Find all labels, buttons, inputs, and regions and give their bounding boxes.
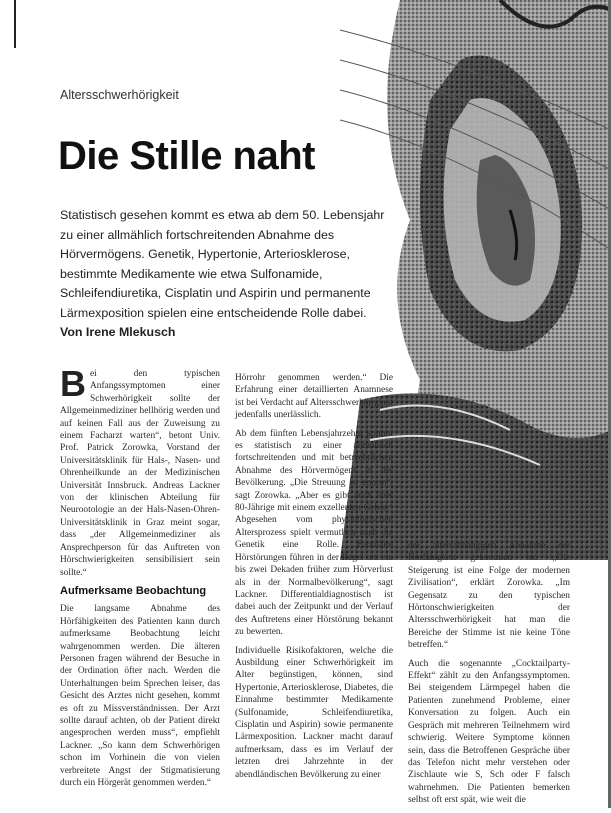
column-2 xyxy=(235,372,393,787)
paragraph: Die langsame Abnahme des Hörfähigkeiten des Patienten kann durch aufmerksame Beobachtung leicht wahrgenommen werden. Die älteren Personen fragen während der Besuche in der Ordination öfter nach. Werden die Unterhaltungen beim Sprechen leiser, das Gesicht des Arztes nicht gesehen, kommt es oft zu Missverständnissen. Der Arzt sollte darauf achten, ob der Patient direkt angesprochen werden muss“, empfiehlt Lackner. „So kann dem Schwerhörigen schon im Vorhinein die von vielen verbreitete Angst der Stigmatisierung durch ein Hörgerät genommen werden.“ xyxy=(60,604,220,788)
top-rule xyxy=(14,0,40,48)
drop-cap: B xyxy=(60,363,86,404)
paragraph-text: ei den typischen Anfangssymptomen einer Schwerhörigkeit sollte der Allgemeinmediziner hellhörig werden und auf keinen Fall aus der Zuweisung zu einem Facharzt warten“, betont Univ. Prof. Patrick Zorowka, Vorstand der Universitätsklinik für Hals-, Nasen- und Ohrenheilkunde an der Medizinischen Universität Innsbruck. Andreas Lackner von der klinischen Abteilung für Neurootologie an der Hals-Nasen-Ohren-Universitätsklinik in Graz meint sogar, dass „der Allgemeinmediziner als Ansprechperson für das Auftreten von Hörschwierigkeiten sensibilisiert sein sollte.“ xyxy=(60,369,220,578)
paragraph: der altersabhängigen Abnahme der Hörfähigkeit gekommen ist. „Die Steigerung ist eine Folge der modernen Zivilisation“, erklärt Zorowka. „Im Gegensatz zu den typischen Hörtonschwierigkeiten der Altersschwerhörigkeit hat man die Bereiche der Stimme ist nie keine Töne betreffen.“ xyxy=(408,541,570,651)
paragraph xyxy=(60,363,220,579)
article-headline: Die Stille naht xyxy=(58,134,315,178)
byline: Von Irene Mlekusch xyxy=(60,325,176,339)
paragraph: Auch die sogenannte „Cocktailparty-Effekt“ zählt zu den Anfangssymptomen. Bei steigendem Lärmpegel haben die Patienten zunehmend Probleme, einer Konversation zu folgen. Auch ein Gespräch mit mehreren Teilnehmern wird schwierig. Weitere Symptome können sein, dass die Betroffenen Gespräche über das Telefon nicht mehr verstehen oder Zischlaute wie S, Sch oder F falsch wahrnehmen. Die Patienten bemerken selbst oft erst spät, wie weit die xyxy=(408,658,570,806)
section-subhead: Aufmerksame Beobachtung xyxy=(60,584,207,597)
paragraph: Individuelle Risikofaktoren, welche die Ausbildung einer Schwerhörigkeit im Alter begünstigen, können, sind Hypertonie, Arteriosklerose, Diabetes, die Einnahme bestimmter Medikamente (Sulfonamide, Schleifendiuretika, Cisplatin und Aspirin) sowie permanente Lärmexposition. Lackner macht darauf aufmerksam, dass es im Verlauf der letzten drei Jahrzehnte in der abendländischen Bevölkerung zu einer xyxy=(235,645,393,780)
article-kicker: Altersschwerhörigkeit xyxy=(60,88,179,102)
paragraph: Hörrohr genommen werden.“ Die Erfahrung einer detaillierten Anamnese ist bei Verdacht auf Altersschwerhörigkeit jedenfalls unerlässlich. xyxy=(235,373,393,421)
lead-text: Statistisch gesehen kommt es etwa ab dem 50. Lebensjahr zu einer allmählich fortschreitenden Abnahme des Hörvermögens. Genetik, Hypertonie, Arteriosklerose, bestimmte Medikamente wie etwa Sulfonamide, Schleifendiuretika, Cisplatin und Aspirin und permanente Lärmexposition spielen eine entscheidende Rolle dabei. xyxy=(60,208,385,320)
column-3 xyxy=(408,540,570,813)
paragraph: Ab dem fünften Lebensjahrzehnt kommt es statistisch zu einer allmählich fortschreitenden und mit beträchtlichen Abnahme des Hörvermögens in der Bevölkerung. „Die Streuung ist enorm“, sagt Zorowka. „Aber es gibt auch über 80-Jährige mit einem exzellenten Gehör.“ Abgesehen vom physiologischen Altersprozess spielt vermutlich auch die Genetik eine Rolle. Familiäre Hörstörungen führen in der Regel um ein bis zwei Dekaden früher zum Hörverlust als in der Normalbevölkerung“, sagt Lackner. Differentialdiagnostisch ist dabei auch der Zeitpunkt und der Verlauf des Auftretens einer Hörstörung bekannt zu bewerten. xyxy=(235,428,393,638)
column-1 xyxy=(60,363,220,795)
article-lead xyxy=(60,206,390,343)
